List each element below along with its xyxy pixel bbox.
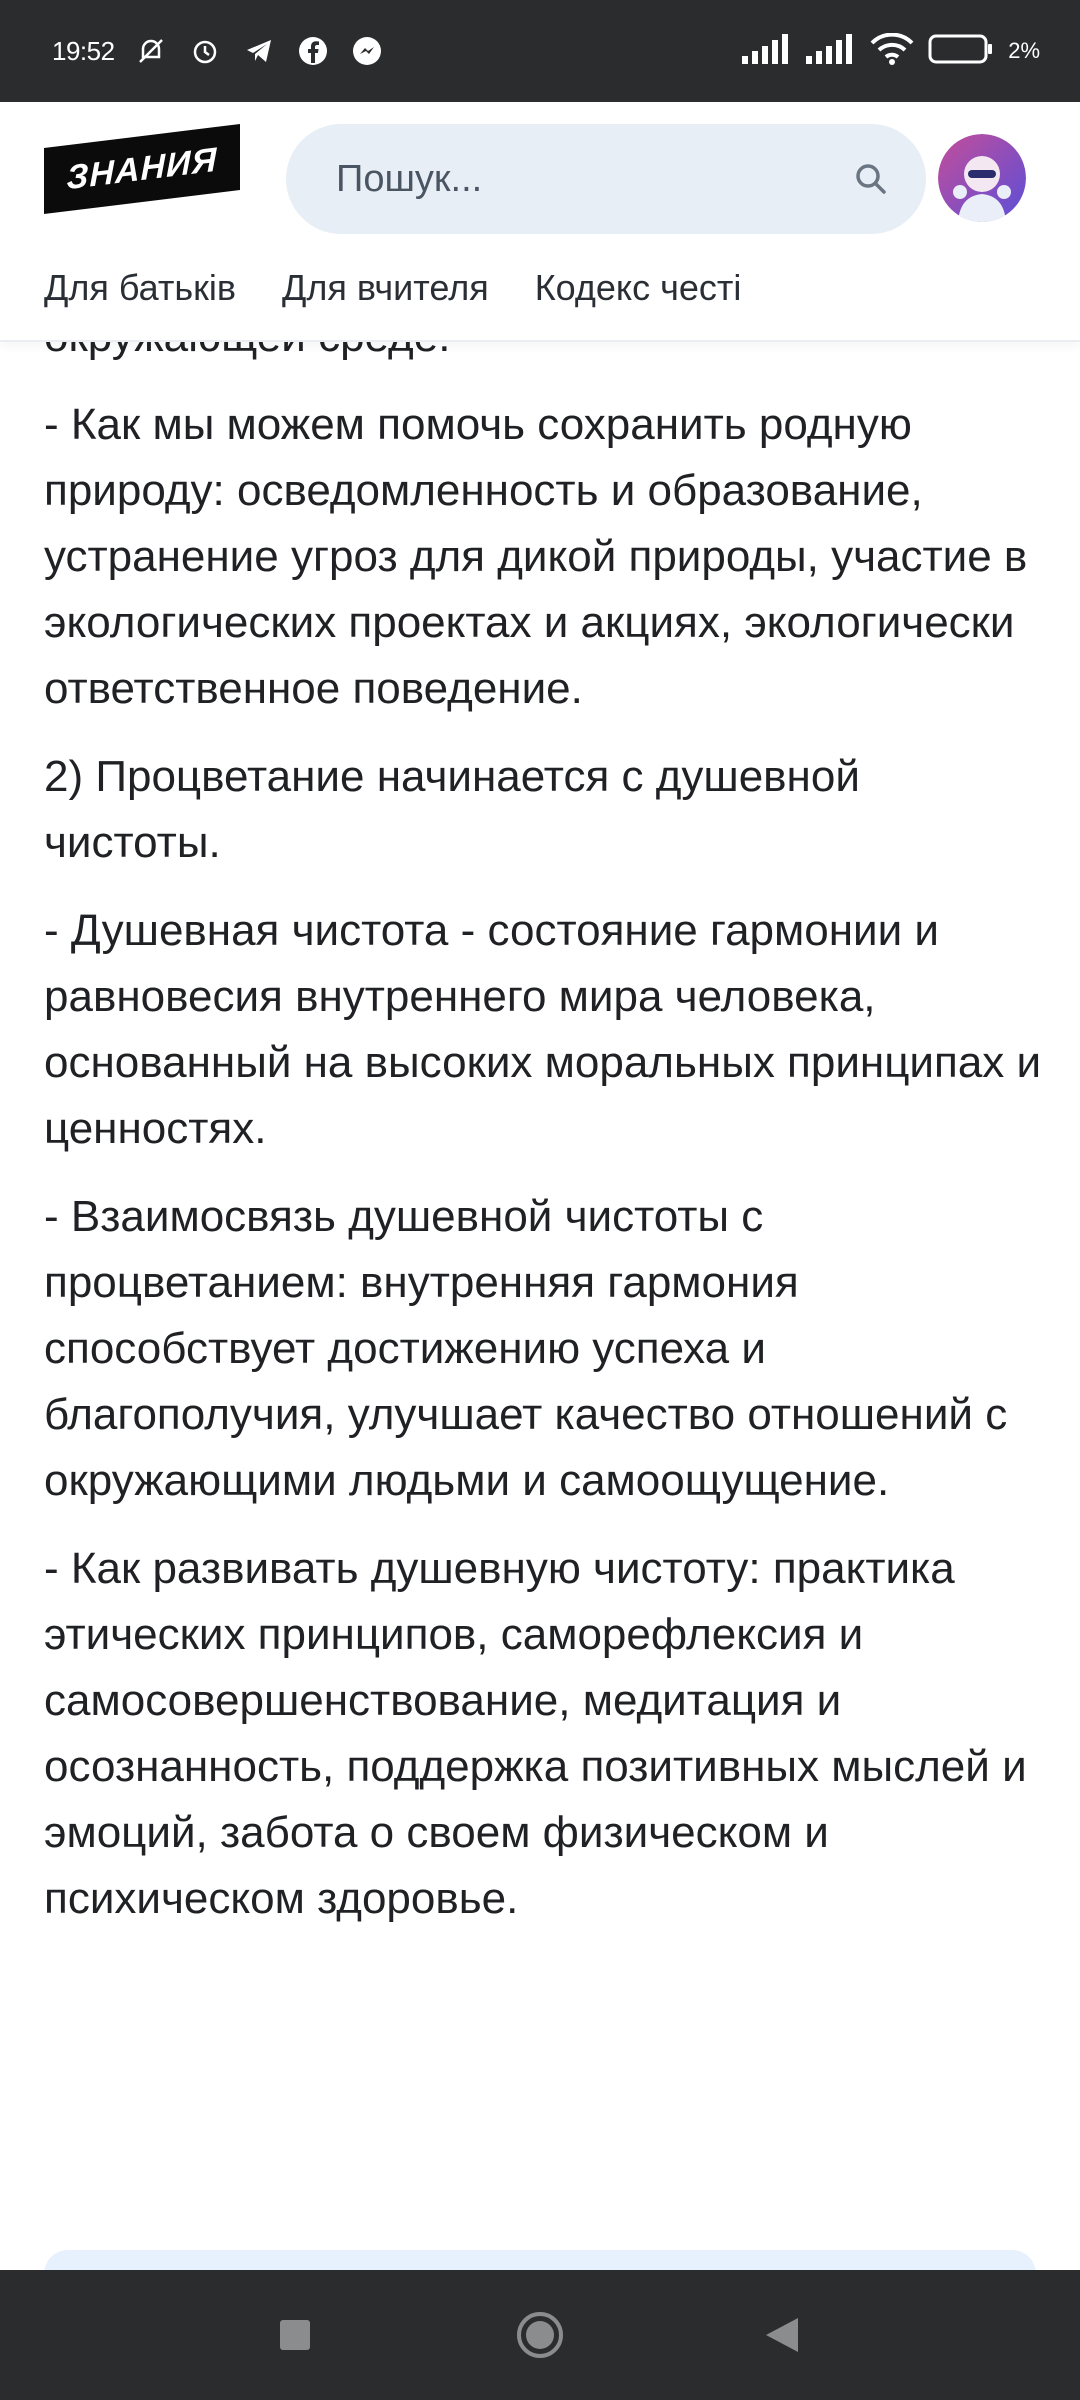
messenger-icon: [349, 33, 385, 69]
home-button[interactable]: [480, 2270, 600, 2400]
status-bar: [0, 0, 1080, 102]
paragraph: - Как мы можем помочь сохранить родную природу: осведомленность и образование, устранение угроз для дикой природы, участие в экологических проектах и акциях, экологически ответственное поведение.: [44, 400, 1028, 713]
paragraph: - Душевная чистота - состояние гармонии и равновесия внутреннего мира человека, основанный на высоких моральных принципах и ценностях.: [44, 906, 1042, 1153]
status-time: 19:52: [52, 35, 115, 66]
alarm-icon: [187, 33, 223, 69]
logo-text: ЗНАНИЯ: [66, 140, 218, 197]
avatar[interactable]: [938, 134, 1026, 222]
paragraph: 2) Процветание начинается с душевной чистоты.: [44, 752, 860, 867]
telegram-icon: [241, 33, 277, 69]
site-header: [0, 102, 1080, 236]
search-icon[interactable]: [852, 160, 890, 198]
battery-percent: 2%: [1008, 38, 1040, 63]
battery-icon: [928, 33, 994, 70]
signal-icon: [742, 34, 792, 69]
search-bar[interactable]: [286, 124, 926, 234]
status-right: [742, 0, 1040, 102]
nav-item-teachers[interactable]: Для вчителя: [282, 267, 489, 308]
answer-text: [44, 300, 1044, 1954]
back-button[interactable]: [722, 2270, 842, 2400]
status-left: [52, 0, 385, 102]
top-nav: [0, 236, 1080, 342]
paragraph: - Как развивать душевную чистоту: практика этических принципов, саморефлексия и самосовершенствование, медитация и осознанность, поддержка позитивных мыслей и эмоций, забота о своем физическом и психическом здоровье.: [44, 1544, 1027, 1923]
system-nav-bar: [0, 2270, 1080, 2400]
recent-apps-button[interactable]: [235, 2270, 355, 2400]
nav-item-parents[interactable]: Для батьків: [44, 267, 237, 308]
mute-icon: [133, 33, 169, 69]
nav-item-honor-code[interactable]: Кодекс честі: [534, 267, 742, 308]
answer-content: [0, 300, 1080, 2270]
facebook-icon: [295, 33, 331, 69]
signal-icon: [806, 34, 856, 69]
wifi-icon: [870, 33, 914, 70]
logo[interactable]: [44, 124, 240, 214]
paragraph: - Взаимосвязь душевной чистоты с процветанием: внутренняя гармония способствует достижению успеха и благополучия, улучшает качество отношений с окружающими людьми и самоощущение.: [44, 1192, 1008, 1505]
search-input[interactable]: Пошук...: [336, 157, 483, 200]
